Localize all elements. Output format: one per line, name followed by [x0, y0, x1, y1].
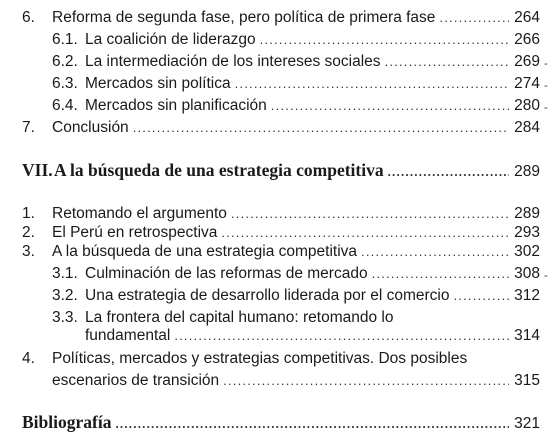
- chapter-title: A la búsqueda de una estrategia competitiva: [54, 160, 384, 180]
- page-number: 308: [514, 265, 540, 282]
- entry-number: 4.: [22, 350, 35, 367]
- entry-number: 6.4.: [52, 97, 78, 114]
- dot-leader: [260, 32, 509, 47]
- entry-title: La frontera del capital humano: retomando lo: [85, 309, 394, 326]
- dot-leader: [372, 266, 509, 281]
- toc-entry[interactable]: [22, 243, 540, 265]
- dot-leader: [223, 373, 509, 388]
- entry-number: 6.1.: [52, 31, 78, 48]
- entry-number: 1.: [22, 205, 35, 222]
- entry-number: 6.2.: [52, 53, 78, 70]
- entry-number: 6.: [22, 9, 35, 26]
- entry-title: La intermediación de los intereses sociales: [85, 53, 381, 70]
- dot-leader: [361, 244, 509, 259]
- toc-entry-line2[interactable]: [85, 327, 540, 349]
- entry-number: 3.: [22, 243, 35, 260]
- entry-number: 2.: [22, 224, 35, 241]
- dot-leader: [115, 416, 509, 432]
- entry-title: Culminación de las reformas de mercado: [85, 265, 368, 282]
- entry-number: 7.: [22, 119, 35, 136]
- entry-number: 3.2.: [52, 287, 78, 304]
- entry-title: La coalición de liderazgo: [85, 31, 256, 48]
- bibliography-title: Bibliografía: [22, 412, 112, 432]
- page-number: 289: [514, 163, 540, 180]
- page-number: 321: [514, 415, 540, 432]
- toc-entry-line2[interactable]: [52, 372, 540, 394]
- entry-title: Conclusión: [52, 119, 129, 136]
- entry-title: Políticas, mercados y estrategias competitivas. Dos posibles: [52, 350, 468, 367]
- margin-mark: -: [544, 58, 548, 70]
- entry-title: Mercados sin planificación: [85, 97, 267, 114]
- entry-number: 3.3.: [52, 309, 78, 326]
- entry-title: Retomando el argumento: [52, 205, 227, 222]
- toc-entry[interactable]: [52, 97, 540, 119]
- toc-entry[interactable]: [52, 265, 540, 287]
- chapter-heading[interactable]: [22, 160, 540, 184]
- page-number: 266: [514, 31, 540, 48]
- toc-entry[interactable]: [22, 119, 540, 141]
- entry-title: Mercados sin política: [85, 75, 231, 92]
- dot-leader: [231, 206, 509, 221]
- bibliography-heading[interactable]: [22, 412, 540, 436]
- margin-mark: -: [544, 80, 548, 92]
- page-number: 293: [514, 224, 540, 241]
- toc-entry[interactable]: [52, 75, 540, 97]
- toc-entry[interactable]: [52, 31, 540, 53]
- dot-leader: [453, 288, 509, 303]
- page-number: 314: [514, 327, 540, 344]
- chapter-number: VII.: [22, 160, 53, 180]
- dot-leader: [133, 120, 509, 135]
- entry-title: Una estrategia de desarrollo liderada por el comercio: [85, 287, 450, 304]
- entry-title-continued: fundamental: [85, 327, 171, 344]
- entry-title: A la búsqueda de una estrategia competitiva: [52, 243, 358, 260]
- page-number: 289: [514, 205, 540, 222]
- page-number: 269: [514, 53, 540, 70]
- entry-number: 6.3.: [52, 75, 78, 92]
- toc-entry[interactable]: [52, 287, 540, 309]
- dot-leader: [439, 10, 509, 25]
- page-number: 274: [514, 75, 540, 92]
- page-number: 264: [514, 9, 540, 26]
- toc-entry[interactable]: [22, 9, 540, 31]
- entry-title-continued: escenarios de transición: [52, 372, 220, 389]
- margin-mark: -: [544, 270, 548, 282]
- entry-title: El Perú en retrospectiva: [52, 224, 218, 241]
- page-number: 280: [514, 97, 540, 114]
- margin-mark: -: [544, 102, 548, 114]
- page-number: 284: [514, 119, 540, 136]
- page-number: 312: [514, 287, 540, 304]
- dot-leader: [385, 54, 509, 69]
- entry-number: 3.1.: [52, 265, 78, 282]
- entry-title: Reforma de segunda fase, pero política de primera fase: [52, 9, 436, 26]
- toc-entry[interactable]: [52, 53, 540, 75]
- dot-leader: [271, 98, 509, 113]
- dot-leader: [174, 328, 509, 343]
- dot-leader: [221, 225, 509, 240]
- page-number: 302: [514, 243, 540, 260]
- dot-leader: [388, 164, 509, 180]
- dot-leader: [235, 76, 509, 91]
- page-number: 315: [514, 372, 540, 389]
- toc-entry-line1[interactable]: [22, 350, 540, 372]
